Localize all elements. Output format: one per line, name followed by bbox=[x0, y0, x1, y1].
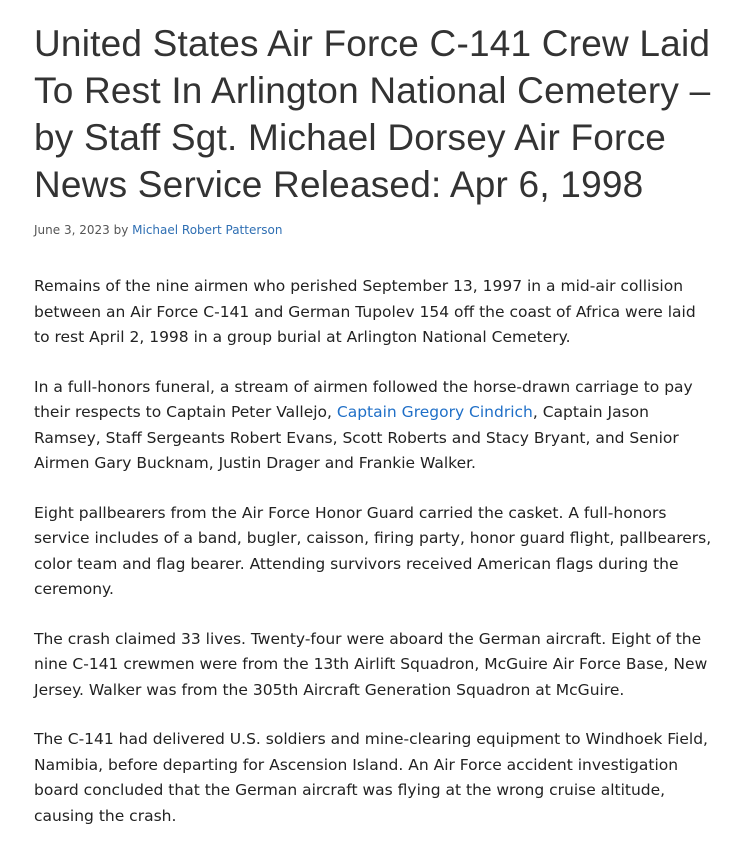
author-link[interactable]: Michael Robert Patterson bbox=[132, 223, 283, 237]
paragraph-1: Remains of the nine airmen who perished September 13, 1997 in a mid-air collision between an Air Force C-141 and German Tupolev 154 off the coast of Africa were laid to rest April 2, 1998 in a group burial at Arlington National Cemetery. bbox=[34, 277, 696, 346]
paragraph-2 bbox=[34, 375, 714, 477]
paragraph-3: Eight pallbearers from the Air Force Honor Guard carried the casket. A full-honors service includes of a band, bugler, caisson, firing party, honor guard flight, pallbearers, color team and flag bearer. Attending survivors received American flags during the ceremony. bbox=[34, 503, 712, 598]
article-title: United States Air Force C-141 Crew Laid To Rest In Arlington National Cemetery – by Staff Sgt. Michael Dorsey Air Force News Service Released: Apr 6, 1998 bbox=[34, 23, 711, 205]
paragraph-5: The C-141 had delivered U.S. soldiers and mine-clearing equipment to Windhoek Field, Namibia, before departing for Ascension Island. An Air Force accident investigation board concluded that the German aircraft was flying at the wrong cruise altitude, causing the crash. bbox=[34, 730, 708, 825]
by-label: by bbox=[113, 223, 129, 237]
article-content bbox=[34, 274, 714, 829]
article bbox=[34, 20, 714, 853]
captain-gregory-cindrich-link[interactable]: Captain Gregory Cindrich bbox=[336, 403, 533, 421]
article-meta bbox=[34, 222, 714, 238]
paragraph-2-text-after: , Captain Jason Ramsey, Staff Sergeants Robert Evans, Scott Roberts and Stacy Bryant, and Senior Airmen Gary Bucknam, Justin Drager and Frankie Walker. bbox=[34, 403, 679, 472]
post-date: June 3, 2023 bbox=[34, 223, 110, 237]
paragraph-4: The crash claimed 33 lives. Twenty-four were aboard the German aircraft. Eight of the nine C-141 crewmen were from the 13th Airlift Squadron, McGuire Air Force Base, New Jersey. Walker was from the 305th Aircraft Generation Squadron at McGuire. bbox=[34, 629, 708, 699]
paragraph-2-text-before: In a full-honors funeral, a stream of airmen followed the horse-drawn carriage to pay their respects to Captain Peter Vallejo, bbox=[34, 377, 693, 421]
